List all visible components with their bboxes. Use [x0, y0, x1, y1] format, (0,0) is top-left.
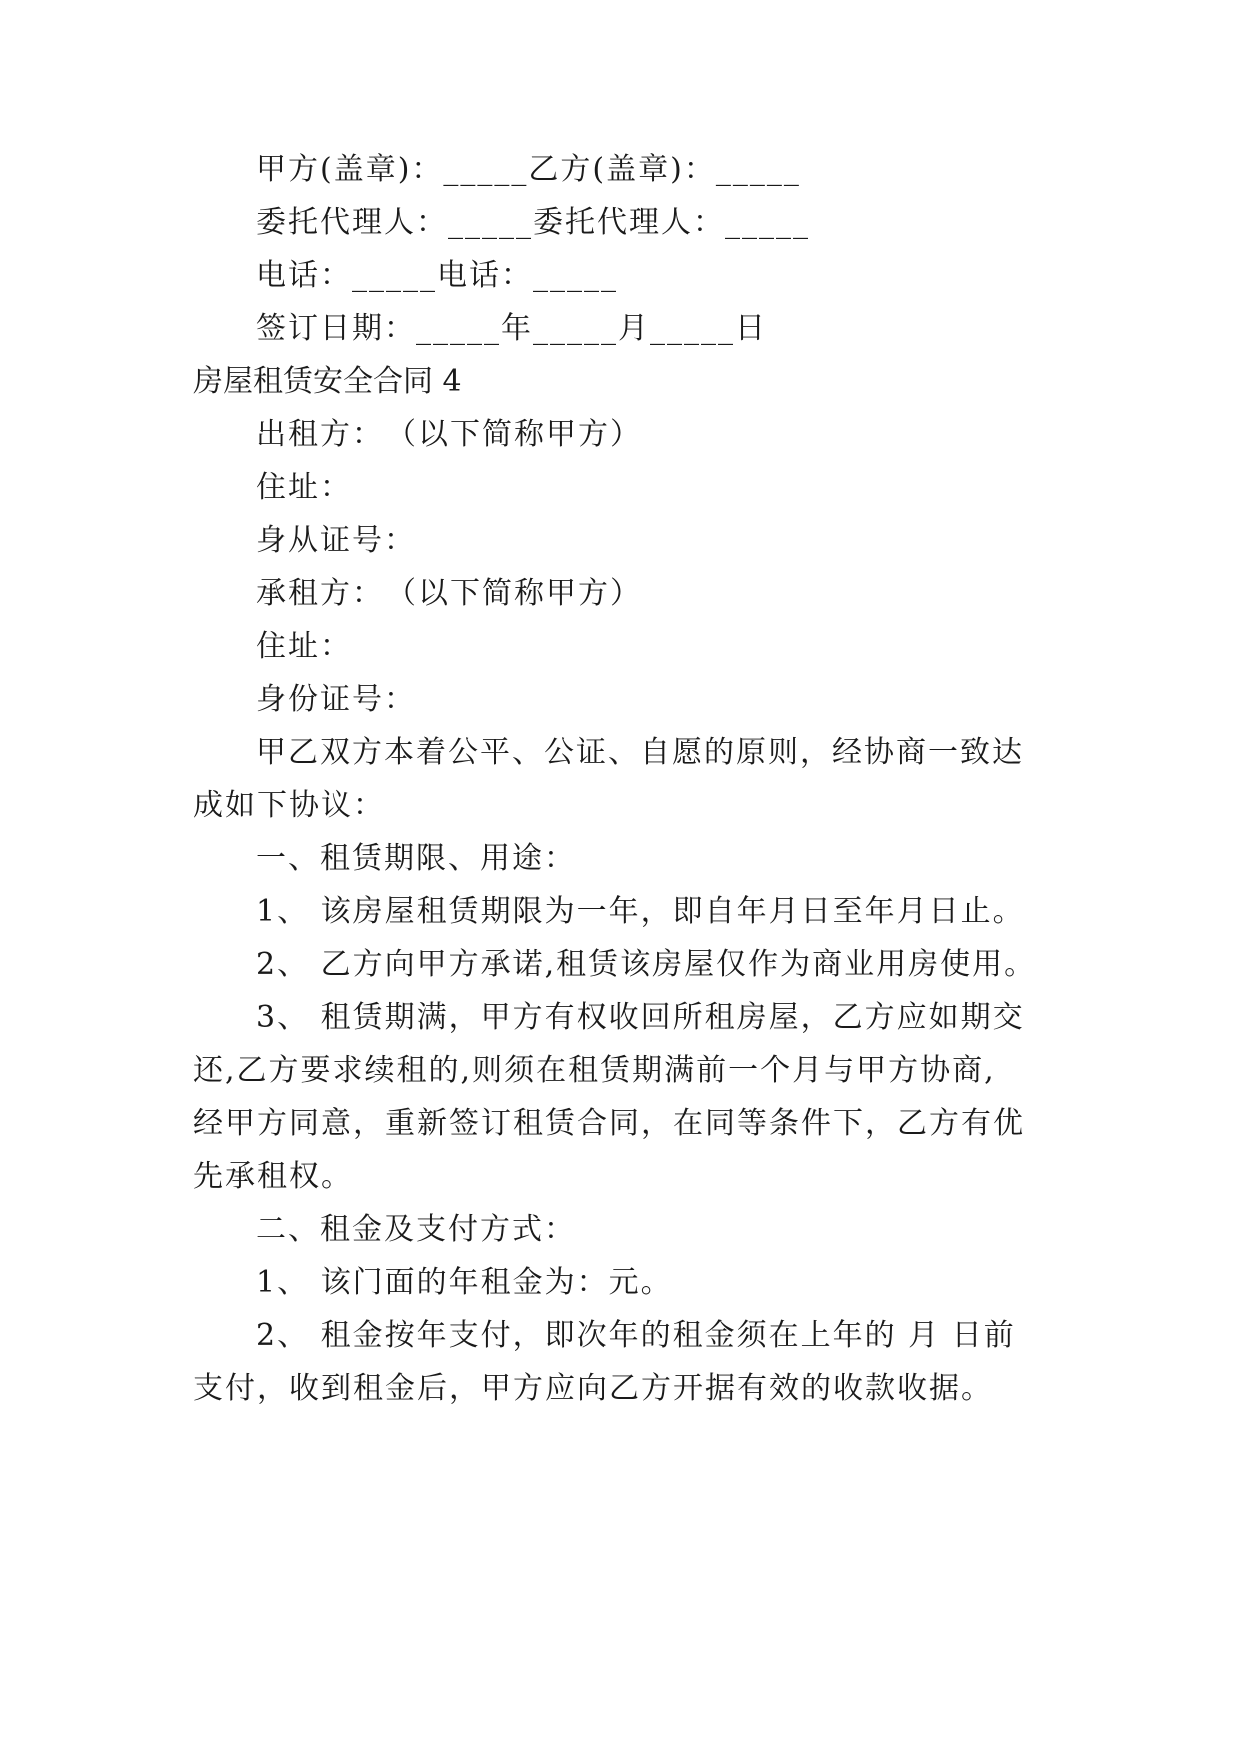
- section1-item3-line1: 3、 租赁期满，甲方有权收回所租房屋，乙方应如期交: [256, 1000, 1025, 1035]
- lessee-line: 承租方： （以下简称甲方）: [256, 576, 642, 611]
- lessor-id-number: 身从证号：: [256, 523, 416, 558]
- signature-agents: 委托代理人：_____委托代理人：_____: [256, 205, 810, 240]
- preamble-line-1: 甲乙双方本着公平、公证、自愿的原则，经协商一致达: [256, 735, 1024, 770]
- contract-title: 房屋租赁安全合同 4: [193, 364, 462, 399]
- section2-heading: 二、租金及支付方式：: [256, 1212, 576, 1247]
- lessee-id-number: 身份证号：: [256, 682, 416, 717]
- lessor-address: 住址：: [256, 470, 352, 505]
- preamble-line-2: 成如下协议：: [193, 788, 385, 823]
- section1-heading: 一、租赁期限、用途：: [256, 841, 576, 876]
- section1-item2: 2、 乙方向甲方承诺,租赁该房屋仅作为商业用房使用。: [256, 947, 1037, 982]
- signature-phones: 电话：_____电话：_____: [256, 258, 618, 293]
- section2-item2-line2: 支付，收到租金后，甲方应向乙方开据有效的收款收据。: [193, 1371, 993, 1406]
- section1-item3-line2: 还,乙方要求续租的,则须在租赁期满前一个月与甲方协商,: [193, 1053, 996, 1088]
- section2-item2-line1: 2、 租金按年支付，即次年的租金须在上年的 月 日前: [256, 1318, 1016, 1353]
- section1-item1: 1、 该房屋租赁期限为一年，即自年月日至年月日止。: [256, 894, 1025, 929]
- lessee-address: 住址：: [256, 629, 352, 664]
- section2-item1: 1、 该门面的年租金为：元。: [256, 1265, 673, 1300]
- signature-party-seals: 甲方(盖章)：_____乙方(盖章)：_____: [256, 152, 801, 187]
- signature-date: 签订日期：_____年_____月_____日: [256, 311, 767, 346]
- section1-item3-line4: 先承租权。: [193, 1159, 353, 1194]
- section1-item3-line3: 经甲方同意，重新签订租赁合同，在同等条件下，乙方有优: [193, 1106, 1025, 1141]
- lessor-line: 出租方： （以下简称甲方）: [256, 417, 642, 452]
